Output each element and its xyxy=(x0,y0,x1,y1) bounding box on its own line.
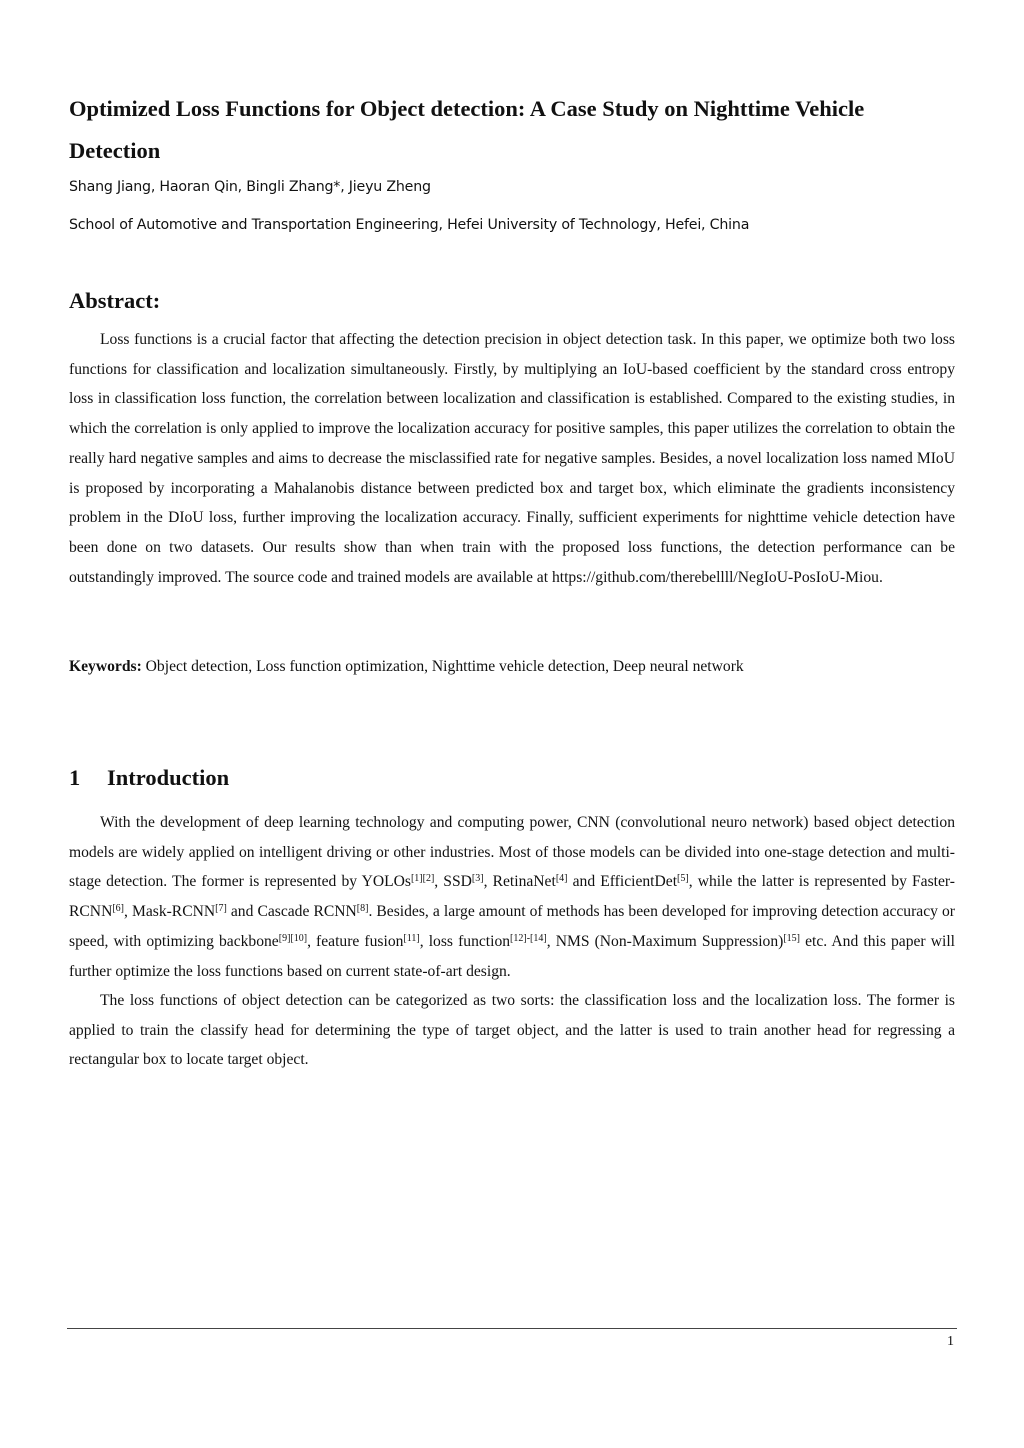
intro-paragraph-1 xyxy=(69,808,955,986)
intro-text-segment: and Cascade RCNN xyxy=(226,903,357,921)
citation[interactable]: [1][2] xyxy=(410,873,435,885)
keywords-text: Object detection, Loss function optimization, Nighttime vehicle detection, Deep neural network xyxy=(145,658,744,675)
intro-text-segment: . Besides, a large amount of methods has been developed for improving detection accuracy or speed, with optimizing backbone xyxy=(69,903,955,950)
citation[interactable]: [8] xyxy=(356,903,369,915)
intro-text-segment: and EfficientDet xyxy=(567,873,678,891)
citation[interactable]: [4] xyxy=(555,873,568,885)
intro-text-segment: , feature fusion xyxy=(307,932,404,950)
affiliation: School of Automotive and Transportation Engineering, Hefei University of Technology, Hefei, China xyxy=(69,217,750,233)
citation[interactable]: [12]-[14] xyxy=(510,932,547,944)
citation[interactable]: [11] xyxy=(403,932,420,944)
citation[interactable]: [6] xyxy=(112,903,124,915)
intro-text-segment: , Mask-RCNN xyxy=(124,903,216,921)
citation[interactable]: [15] xyxy=(783,932,801,944)
keywords-line xyxy=(69,655,955,679)
footer-divider xyxy=(67,1328,957,1329)
keywords-label: Keywords: xyxy=(69,658,142,675)
citation[interactable]: [5] xyxy=(677,873,689,885)
citation[interactable]: [7] xyxy=(215,903,227,915)
citation[interactable]: [3] xyxy=(471,873,484,885)
abstract-text: Loss functions is a crucial factor that affecting the detection precision in object detection task. In this paper, we optimize both two loss functions for classification and localization simultaneously. Firstly, by multiplying an IoU-based coefficient by the standard cross entropy loss in classification loss function, the correlation between localization and classification is established. Compared to the existing studies, in which the correlation is only applied to improve the localization accuracy for positive samples, this paper utilizes the correlation to obtain the really hard negative samples and aims to decrease the misclassified rate for negative samples. Besides, a novel localization loss named MIoU is proposed by incorporating a Mahalanobis distance between predicted box and target box, which eliminate the gradients inconsistency problem in the DIoU loss, further improving the localization accuracy. Finally, sufficient experiments for nighttime vehicle detection have been done on two datasets. Our results show than when train with the proposed loss functions, the detection performance can be outstandingly improved. The source code and trained models are available at https://github.com/therebellll/NegIoU-PosIoU-Miou. xyxy=(69,331,955,586)
page-number: 1 xyxy=(947,1334,954,1349)
intro-text-segment: , loss function xyxy=(419,932,511,950)
intro-text-segment: , while the latter is represented by Faster-RCNN xyxy=(69,873,955,921)
citation[interactable]: [9][10] xyxy=(278,932,308,944)
intro-text-segment: , RetinaNet xyxy=(483,873,556,891)
section-number: 1 xyxy=(69,765,81,790)
intro-text-segment: , NMS (Non-Maximum Suppression) xyxy=(546,932,784,950)
section-title: Introduction xyxy=(107,765,230,790)
paper-title: Optimized Loss Functions for Object detection: A Case Study on Nighttime Vehicle Detection xyxy=(69,96,865,163)
abstract-heading: Abstract: xyxy=(69,288,161,313)
intro-text-segment: , SSD xyxy=(434,873,472,891)
intro-paragraph-2: The loss functions of object detection can be categorized as two sorts: the classification loss and the localization loss. The former is applied to train the classify head for determining the type of target object, and the latter is used to train another head for regressing a rectangular box to locate target object. xyxy=(69,992,955,1069)
intro-text-segment: With the development of deep learning technology and computing power, CNN (convolutional neuro network) based object detection models are widely applied on intelligent driving or other industries. Most of those models can be divided into one-stage detection and multi-stage detection. The former is represented by YOLOs xyxy=(69,814,955,891)
intro-text-segment: etc. And this paper will further optimize the loss functions based on current state-of-art design. xyxy=(69,932,955,980)
author-list: Shang Jiang, Haoran Qin, Bingli Zhang*, Jieyu Zheng xyxy=(69,179,431,195)
intro-heading xyxy=(69,765,229,791)
